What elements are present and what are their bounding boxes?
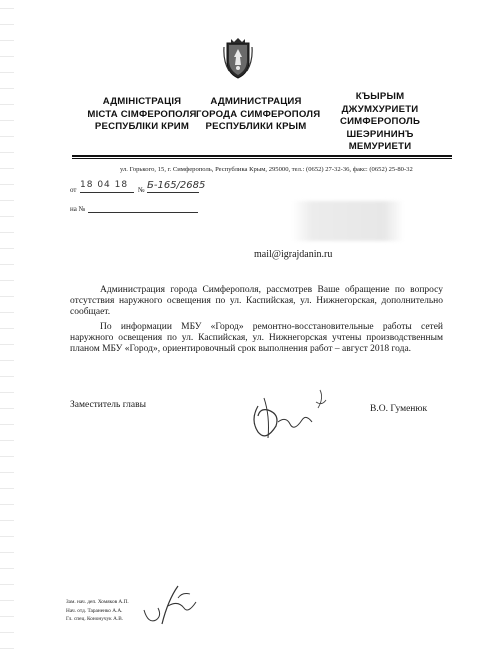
header-ukrainian-line-1: АДМІНІСТРАЦІЯ: [102, 96, 182, 107]
body-paragraph-1: Администрация города Симферополя, рассмотрев Ваше обращение по вопросу отсутствия наружного освещения по ул. Каспийская, ул. Нижнегорская, дополнительно сообщает.: [70, 285, 443, 318]
reference-underline: [88, 212, 198, 213]
approval-line-3: Гл. спец. Кононучук А.В.: [66, 616, 124, 622]
signatory-name: В.О. Гуменюк: [370, 404, 428, 414]
header-ukrainian-line-3: РЕСПУБЛІКИ КРИМ: [94, 121, 190, 132]
header-crimean-tatar-line-5: МЕМУРИЕТИ: [348, 141, 412, 152]
signatory-position: Заместитель главы: [70, 400, 146, 410]
header-russian: [196, 96, 321, 134]
header-crimean-tatar-line-3: СИМФЕРОПОЛЬ: [339, 116, 421, 127]
number-value: Б-165/2685: [147, 180, 206, 191]
approval-line-2: Нач. отд. Тараненко А.А.: [66, 607, 123, 614]
recipient-email: mail@igrajdanin.ru: [254, 249, 333, 260]
handwritten-signature: [246, 386, 334, 448]
header-russian-line-2: ГОРОДА СИМФЕРОПОЛЯ: [196, 108, 321, 120]
approval-line-1: Зам. нач. деп. Хомяков А.П.: [66, 599, 129, 605]
date-underline: [80, 192, 134, 193]
reference-label: на №: [70, 205, 86, 213]
header-address: ул. Горького, 15, г. Симферополь, Республика Крым, 295000, тел.: (0652) 27-32-36, факс: (0652) 25-80-32: [120, 166, 413, 173]
scan-edge-noise: [0, 0, 14, 654]
approval-initials: [138, 580, 202, 628]
redacted-recipient: [292, 201, 404, 241]
header-divider-thick: [72, 155, 452, 157]
number-prefix: №: [138, 186, 145, 194]
header-crimean-tatar-line-2: ДЖУМХУРИЕТИ: [341, 103, 419, 115]
header-crimean-tatar-line-4: ШЕЭРИНИНЪ: [346, 128, 414, 140]
body-paragraph-2: По информации МБУ «Город» ремонтно-восстановительные работы сетей наружного освещения по ул. Каспийская, ул. Нижнегорская учтены производственным планом МБУ «Город», ориентировочный срок выполнения работ – август 2018 года.: [70, 322, 443, 355]
crimea-coat-of-arms-icon: [223, 37, 253, 79]
header-russian-line-3: РЕСПУБЛИКИ КРЫМ: [205, 121, 307, 132]
header-divider-thin: [72, 158, 452, 159]
header-crimean-tatar-line-1: КЪЫРЫМ: [355, 91, 405, 102]
header-ukrainian: [78, 96, 206, 134]
number-underline: [147, 192, 199, 193]
header-russian-line-1: АДМИНИСТРАЦИЯ: [210, 96, 302, 107]
header-ukrainian-line-2: МІСТА СІМФЕРОПОЛЯ: [87, 108, 197, 120]
header-crimean-tatar: [326, 91, 434, 154]
date-prefix: от: [70, 186, 77, 194]
approvals-list: [66, 598, 129, 624]
date-value: 18 04 18: [80, 180, 129, 190]
